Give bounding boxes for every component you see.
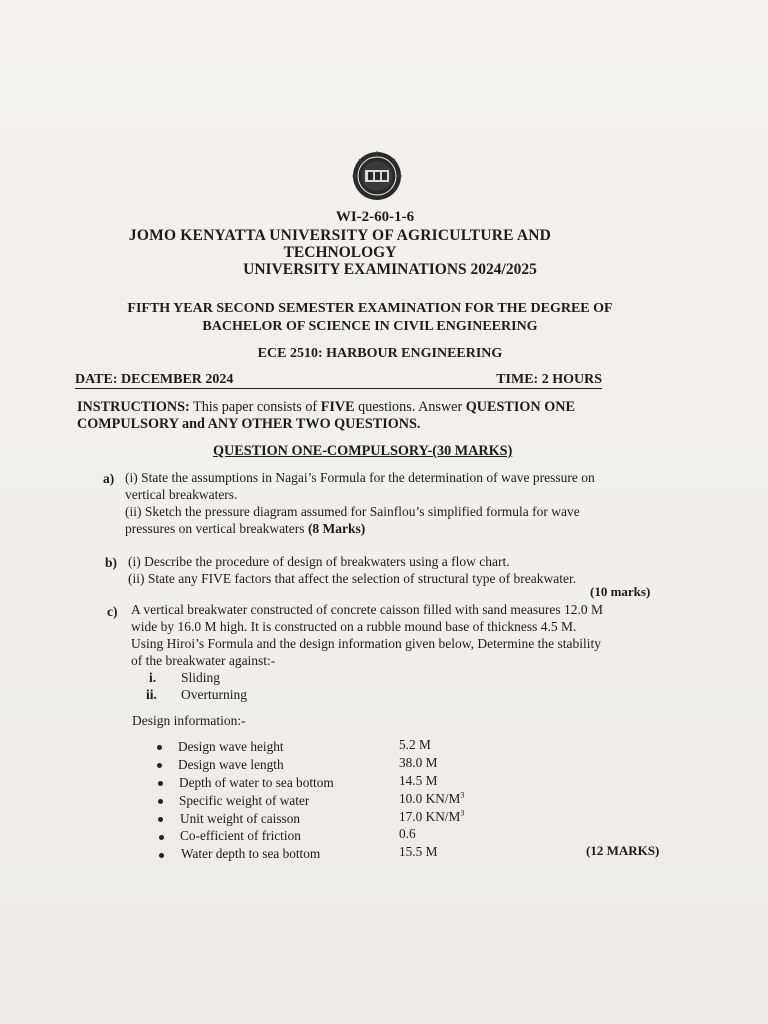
part-c-item-num: ii. <box>146 687 157 702</box>
part-b-text <box>128 553 668 587</box>
part-c-line3: Using Hiroi’s Formula and the design information given below, Determine the stability <box>131 636 602 651</box>
part-c-marks: (12 MARKS) <box>586 843 660 858</box>
instructions-text2: questions. Answer <box>354 399 466 415</box>
university-crest-icon <box>350 150 404 202</box>
design-item-name: Design wave length <box>178 757 284 772</box>
design-item-value: 15.5 M <box>399 844 438 859</box>
part-a-i-line2: vertical breakwaters. <box>125 487 238 502</box>
part-b-label: b) <box>105 555 118 570</box>
design-item-value: 14.5 M <box>399 773 438 788</box>
instructions-text1: This paper consists of <box>189 399 321 415</box>
part-a-i-line1: (i) State the assumptions in Nagai’s Formula for the determination of wave pressure on <box>125 470 595 485</box>
design-item-value: 5.2 M <box>399 737 431 752</box>
bullet <box>158 817 163 822</box>
bullet <box>157 763 162 768</box>
part-c-line4: of the breakwater against:- <box>131 653 276 668</box>
design-item-name: Co-efficient of friction <box>180 828 301 843</box>
part-a-ii-line2: pressures on vertical breakwaters <box>125 521 308 536</box>
design-item-value: 38.0 M <box>399 755 438 770</box>
design-item-value: 0.6 <box>399 826 416 841</box>
course-title: ECE 2510: HARBOUR ENGINEERING <box>257 346 503 361</box>
instructions <box>77 399 617 433</box>
part-a-text <box>125 469 665 537</box>
exam-duration: TIME: 2 HOURS <box>496 372 602 387</box>
part-c-label: c) <box>107 604 118 619</box>
part-a-marks: (8 Marks) <box>307 521 366 536</box>
design-item-name: Depth of water to sea bottom <box>179 775 334 790</box>
exam-session: UNIVERSITY EXAMINATIONS 2024/2025 <box>243 261 537 278</box>
design-item-name: Water depth to sea bottom <box>181 846 321 861</box>
university-name-line1: JOMO KENYATTA UNIVERSITY OF AGRICULTURE AND <box>128 227 552 244</box>
exam-title-line2: BACHELOR OF SCIENCE IN CIVIL ENGINEERING <box>202 319 538 334</box>
part-c-line2: wide by 16.0 M high. It is constructed on a rubble mound base of thickness 4.5 M. <box>131 619 577 634</box>
question-one-heading: QUESTION ONE-COMPULSORY-(30 MARKS) <box>213 443 513 459</box>
part-b-marks: (10 marks) <box>590 584 651 599</box>
design-item-value-text: 17.0 KN/M <box>399 809 461 824</box>
bullet <box>157 745 162 750</box>
bullet <box>159 853 164 858</box>
design-item-name: Specific weight of water <box>179 793 310 808</box>
superscript: 3 <box>460 790 465 800</box>
part-c-item-text: Overturning <box>181 687 247 702</box>
instructions-q1: QUESTION ONE <box>465 399 575 415</box>
bullet <box>159 835 164 840</box>
superscript: 3 <box>460 808 465 818</box>
part-c-item-text: Sliding <box>181 670 221 685</box>
design-item-name: Unit weight of caisson <box>180 811 301 826</box>
paper-code: WI-2-60-1-6 <box>335 209 415 225</box>
part-a-label: a) <box>103 471 115 486</box>
exam-date: DATE: DECEMBER 2024 <box>75 372 234 387</box>
design-item-value-text: 10.0 KN/M <box>399 791 461 806</box>
part-b-i: (i) Describe the procedure of design of breakwaters using a flow chart. <box>128 554 510 569</box>
part-c-text <box>131 601 671 669</box>
instructions-label: INSTRUCTIONS: <box>77 399 190 415</box>
exam-title-line1: FIFTH YEAR SECOND SEMESTER EXAMINATION FOR THE DEGREE OF <box>127 301 613 316</box>
date-time-line <box>75 372 602 389</box>
design-item-value <box>399 791 464 807</box>
part-b-ii: (ii) State any FIVE factors that affect the selection of structural type of breakwater. <box>128 571 577 586</box>
design-item-value <box>399 809 464 825</box>
part-c-line1: A vertical breakwater constructed of concrete caisson filled with sand measures 12.0 M <box>131 602 603 617</box>
instructions-line2: COMPULSORY and ANY OTHER TWO QUESTIONS. <box>77 416 421 432</box>
bullet <box>158 781 163 786</box>
design-info-label: Design information:- <box>132 713 246 728</box>
part-a-ii-line1: (ii) Sketch the pressure diagram assumed for Sainflou’s simplified formula for wave <box>125 504 580 519</box>
bullet <box>158 799 163 804</box>
part-c-item-num: i. <box>149 670 157 685</box>
university-name-line2: TECHNOLOGY <box>283 244 397 261</box>
instructions-five: FIVE <box>320 399 355 415</box>
design-item-name: Design wave height <box>178 739 284 754</box>
